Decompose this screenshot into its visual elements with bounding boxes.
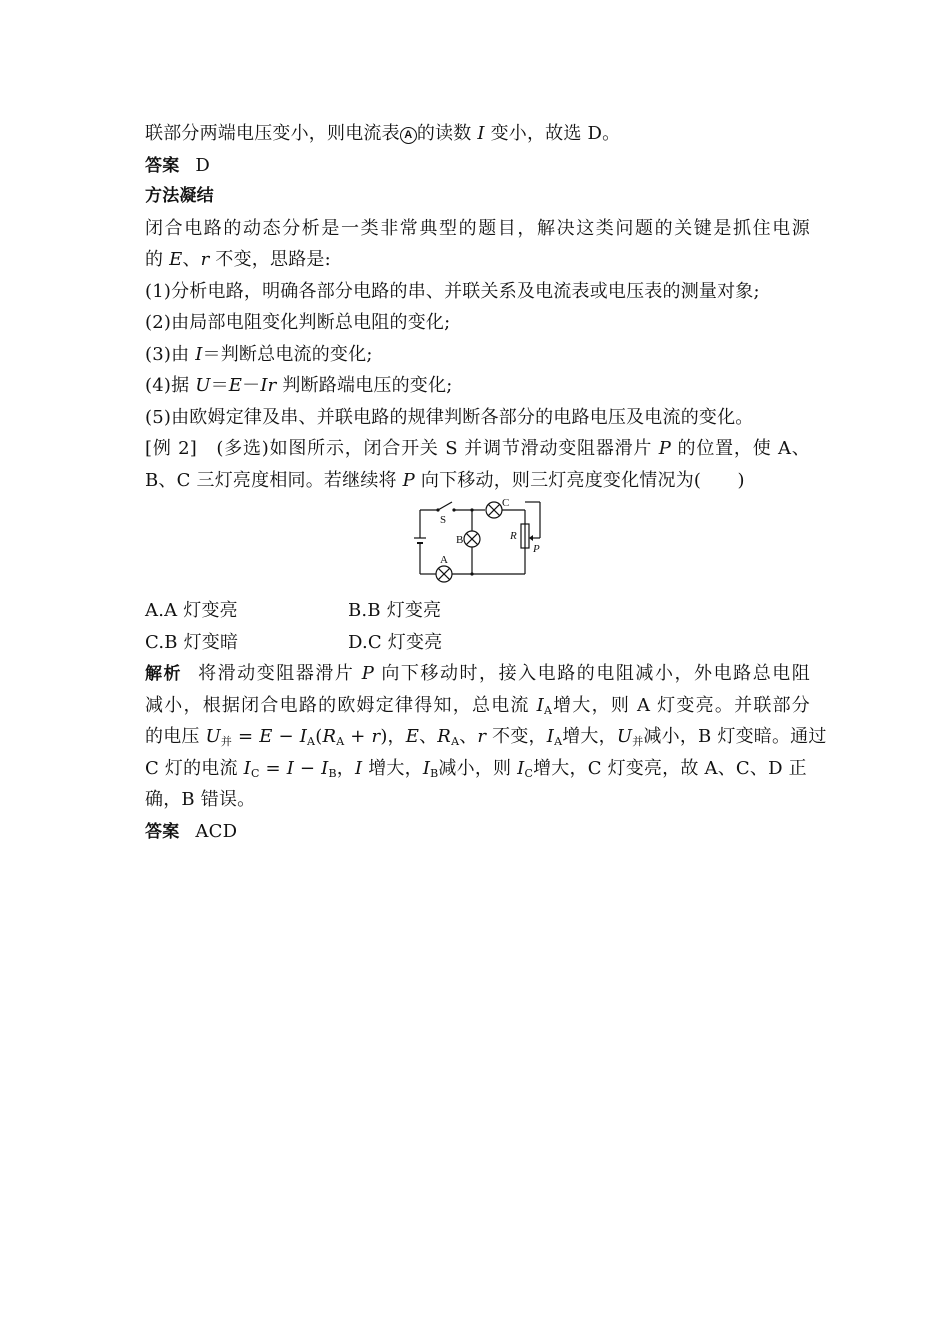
subscript: B <box>430 766 439 780</box>
text: 减小，根据闭合电路的欧姆定律得知，总电流 <box>145 694 537 716</box>
text: 不变， <box>486 726 547 747</box>
options-row-1 <box>145 595 810 627</box>
text: 联部分两端电压变小，则电流表 <box>145 123 400 144</box>
var-I: I <box>517 757 525 779</box>
step-2: (2)由局部电阻变化判断总电阻的变化; <box>145 312 451 333</box>
subscript: 并 <box>632 735 644 748</box>
subscript: A <box>307 735 316 748</box>
var-E: E <box>405 726 420 747</box>
var-I: I <box>477 123 485 144</box>
var-r: r <box>371 726 381 747</box>
text: 的电压 <box>145 726 206 747</box>
options-row-2 <box>145 627 810 659</box>
text: 增大， <box>362 757 423 779</box>
var-P: P <box>658 438 672 459</box>
var-U: U <box>616 726 633 747</box>
var-P: P <box>402 469 415 491</box>
label-p: P <box>533 543 540 555</box>
var-r: r <box>200 249 210 270</box>
text: (4)据 <box>145 375 196 396</box>
text: 、 <box>459 726 478 747</box>
text: 减小，B 灯变暗。通过 <box>643 726 827 747</box>
var-P: P <box>361 663 375 684</box>
solution-line-2 <box>145 690 810 722</box>
subscript: A <box>336 735 345 748</box>
var-I: I <box>536 694 544 716</box>
var-I: I <box>422 757 431 779</box>
text: ＝判断总电流的变化; <box>202 343 373 365</box>
text: [例 2] (多选)如图所示，闭合开关 S 并调节滑动变阻器滑片 <box>145 438 659 459</box>
var-I: I <box>243 757 251 779</box>
label-a: A <box>440 554 448 566</box>
option-b[interactable]: B.B 灯变亮 <box>348 600 442 621</box>
answer-value: ACD <box>195 820 238 842</box>
text: 将滑动变阻器滑片 <box>198 663 362 684</box>
text: = <box>232 726 260 747</box>
subscript: A <box>543 703 553 717</box>
var-Ir: Ir <box>260 375 277 396</box>
answer-value: D <box>195 154 211 176</box>
text-line-1 <box>145 118 810 150</box>
text: 的 <box>145 249 170 270</box>
switch-node <box>452 508 455 511</box>
var-I: I <box>354 757 363 779</box>
solution-line-1 <box>145 658 810 690</box>
label-r: R <box>510 530 517 542</box>
var-I: I <box>299 726 308 747</box>
var-r: r <box>477 726 487 747</box>
text: (3)由 <box>145 343 196 365</box>
text: 不变，思路是: <box>209 249 331 270</box>
text: = <box>259 757 287 779</box>
subscript: C <box>250 766 260 780</box>
text: 的读数 <box>416 123 478 144</box>
step-4 <box>145 370 810 402</box>
var-I: I <box>321 757 329 779</box>
text: − <box>272 726 300 747</box>
text: 增大，则 A 灯变亮。并联部分 <box>552 694 810 716</box>
document-page <box>145 118 827 847</box>
junction <box>470 572 473 575</box>
var-R: R <box>322 726 337 747</box>
text: 向下移动，则三灯亮度变化情况为( ) <box>414 469 745 491</box>
text: C 灯的电流 <box>145 757 244 779</box>
switch-node <box>436 508 439 511</box>
junction <box>470 508 473 511</box>
circuit-diagram <box>412 498 562 590</box>
step-5: (5)由欧姆定律及串、并联电路的规律判断各部分的电路电压及电流的变化。 <box>145 406 754 428</box>
var-I: I <box>546 726 555 747</box>
var-U: U <box>195 375 211 396</box>
subscript: C <box>524 766 534 780</box>
text: 变小，故选 D。 <box>484 123 621 144</box>
var-R: R <box>437 726 452 747</box>
label-b: B <box>456 534 464 546</box>
text: 减小，则 <box>438 757 518 779</box>
solution-line-4 <box>145 753 810 785</box>
text: 判断路端电压的变化; <box>276 375 453 396</box>
text: ＝ <box>210 375 229 396</box>
text: 的位置，使 A、 <box>671 438 810 459</box>
var-E: E <box>169 249 183 270</box>
text: 向下移动时，接入电路的电阻减小，外电路总电阻 <box>374 663 810 684</box>
circuit-figure <box>145 498 810 593</box>
ammeter-symbol: A <box>400 127 417 144</box>
label-s: S <box>440 514 447 526</box>
switch-blade <box>438 502 452 510</box>
solution-line-5: 确，B 错误。 <box>145 789 256 810</box>
var-E: E <box>259 726 273 747</box>
solution-line-3 <box>145 721 827 753</box>
label-c: C <box>502 498 510 509</box>
subscript: B <box>328 766 337 780</box>
method-line-2 <box>145 244 810 276</box>
solution-label: 解析 <box>145 664 183 684</box>
answer-2 <box>145 816 810 848</box>
text: + <box>344 726 372 747</box>
option-a[interactable]: A.A 灯变亮 <box>145 600 238 621</box>
var-U: U <box>205 726 221 747</box>
example-line-2 <box>145 465 810 497</box>
method-title: 方法凝结 <box>145 186 214 206</box>
example-line-1 <box>145 433 810 465</box>
subscript: A <box>451 735 460 748</box>
text: 增大， <box>562 726 617 747</box>
text: 、 <box>182 249 201 270</box>
subscript: A <box>554 735 563 748</box>
text: B、C 三灯亮度相同。若继续将 <box>145 469 403 491</box>
text: 增大，C 灯变亮，故 A、C、D 正 <box>533 757 807 779</box>
option-d[interactable]: D.C 灯变亮 <box>348 631 443 653</box>
text: ， <box>336 757 355 779</box>
var-I: I <box>195 343 203 365</box>
step-3 <box>145 339 810 371</box>
text: 、 <box>419 726 438 747</box>
text: − <box>294 757 322 779</box>
option-c[interactable]: C.B 灯变暗 <box>145 631 239 653</box>
var-E: E <box>228 375 243 396</box>
answer-label: 答案 <box>145 821 180 842</box>
var-I: I <box>286 757 295 779</box>
method-line-1: 闭合电路的动态分析是一类非常典型的题目，解决这类问题的关键是抓住电源 <box>145 217 810 239</box>
text: )， <box>380 726 406 747</box>
text: － <box>242 375 261 396</box>
text: ( <box>315 726 323 747</box>
answer-label: 答案 <box>145 155 180 176</box>
subscript: 并 <box>220 735 233 748</box>
answer-1 <box>145 150 810 182</box>
step-1: (1)分析电路，明确各部分电路的串、并联关系及电流表或电压表的测量对象; <box>145 280 760 302</box>
